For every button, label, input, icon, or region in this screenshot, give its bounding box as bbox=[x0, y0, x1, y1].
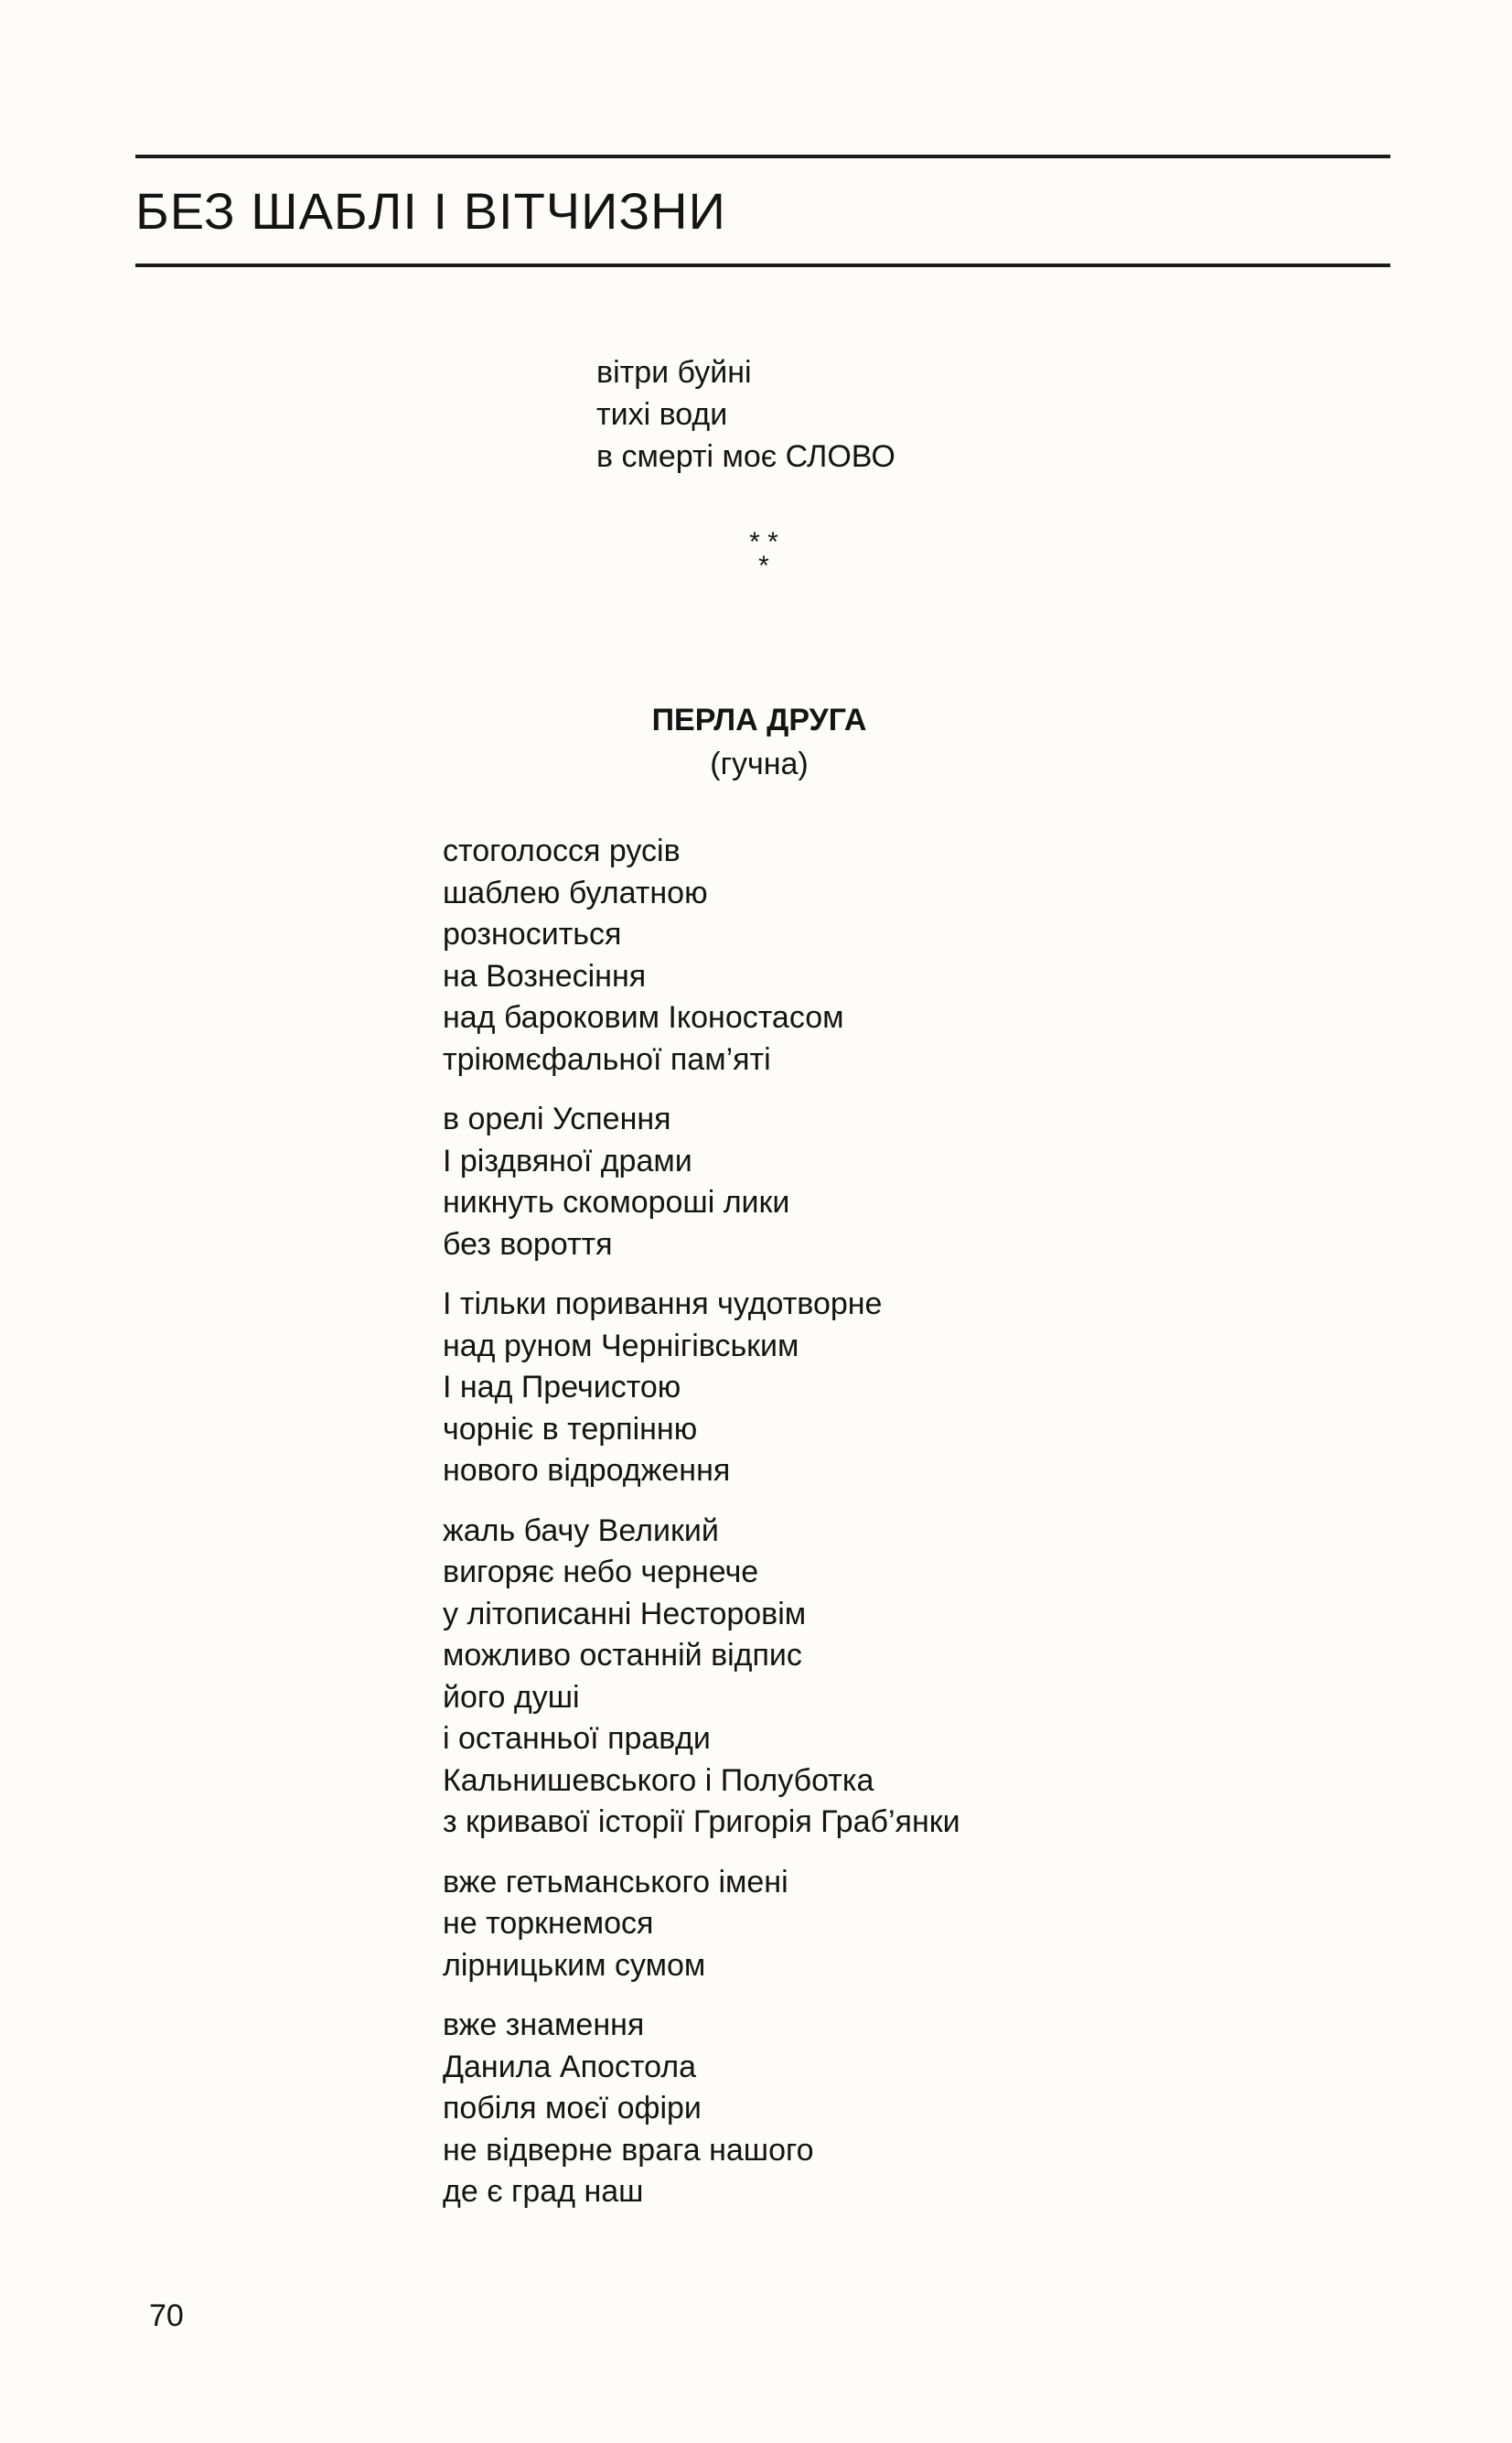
poem-line: жаль бачу Великий bbox=[443, 1512, 719, 1548]
poem-subtitle: (гучна) bbox=[710, 747, 809, 781]
poem-line: вже знамення bbox=[443, 2007, 645, 2042]
poem-line: його душі bbox=[443, 1679, 580, 1715]
stanza bbox=[443, 831, 960, 1081]
asterism-bottom: * bbox=[758, 551, 769, 581]
poem-line: никнуть скоморошi лики bbox=[443, 1185, 790, 1220]
poem-line: вітри буйні bbox=[596, 355, 752, 390]
poem-line: стоголосся русів bbox=[443, 834, 681, 868]
poem-line: без вороття bbox=[443, 1226, 613, 1262]
poem-line: де є град наш bbox=[443, 2174, 644, 2209]
poem-line: не торкнемося bbox=[443, 1906, 654, 1941]
running-title: БЕЗ ШАБЛІ І ВІТЧИЗНИ bbox=[135, 182, 726, 240]
stanza bbox=[443, 1511, 960, 1844]
asterism-separator bbox=[640, 527, 887, 581]
poem-line: в смерті моє СЛОВО bbox=[596, 439, 895, 474]
poem-line: тихі води bbox=[596, 397, 728, 432]
poem-line: і останньої правди bbox=[443, 1721, 711, 1756]
poem-line: над бароковим Іконостасом bbox=[443, 1000, 844, 1035]
poem-line: І різдвяної драми bbox=[443, 1143, 692, 1178]
poem-body bbox=[443, 831, 960, 2232]
poem-line: у літописанні Несторовім bbox=[443, 1596, 807, 1631]
poem-line: вигоряє небо чернече bbox=[443, 1555, 759, 1589]
poem-line: Данила Апостола bbox=[443, 2049, 696, 2084]
poem-line: з кривавої історії Григорія Граб’янки bbox=[443, 1804, 960, 1839]
poem-line: розноситься bbox=[443, 917, 622, 952]
stanza bbox=[443, 1284, 960, 1492]
poem-line: над руном Чернігівським bbox=[443, 1328, 799, 1363]
header-rule-top bbox=[135, 155, 1390, 158]
stanza bbox=[443, 1099, 960, 1265]
poem-line: шаблею булатною bbox=[443, 875, 708, 910]
page-number: 70 bbox=[149, 2298, 184, 2333]
poem-line: І над Пречистою bbox=[443, 1370, 681, 1404]
poem-line: вже гетьманського імені bbox=[443, 1864, 788, 1900]
poem-line: не відверне врага нашого bbox=[443, 2132, 814, 2168]
poem-line: чорніє в терпінню bbox=[443, 1411, 698, 1447]
poem-line: на Вознесіння bbox=[443, 958, 647, 994]
stanza bbox=[443, 1862, 960, 1987]
poem-line: в орелі Успення bbox=[443, 1102, 671, 1136]
asterism-top: * * bbox=[749, 527, 778, 557]
poem-line: лірницьким сумом bbox=[443, 1947, 706, 1983]
poem-line: нового відродження bbox=[443, 1453, 731, 1488]
poem-line: тріюмєфальної пам’яті bbox=[443, 1041, 771, 1077]
stanza bbox=[443, 2005, 960, 2213]
previous-poem-ending bbox=[596, 351, 895, 478]
poem-line: побіля моєї офіри bbox=[443, 2091, 702, 2126]
poem-line: Кальнишевського і Полуботка bbox=[443, 1762, 874, 1798]
poem-line: можливо останній відпис bbox=[443, 1638, 802, 1673]
poem-line: І тільки поривання чудотворне bbox=[443, 1286, 883, 1321]
poem-title: ПЕРЛА ДРУГА bbox=[651, 703, 867, 737]
header-rule-bottom bbox=[135, 264, 1390, 267]
